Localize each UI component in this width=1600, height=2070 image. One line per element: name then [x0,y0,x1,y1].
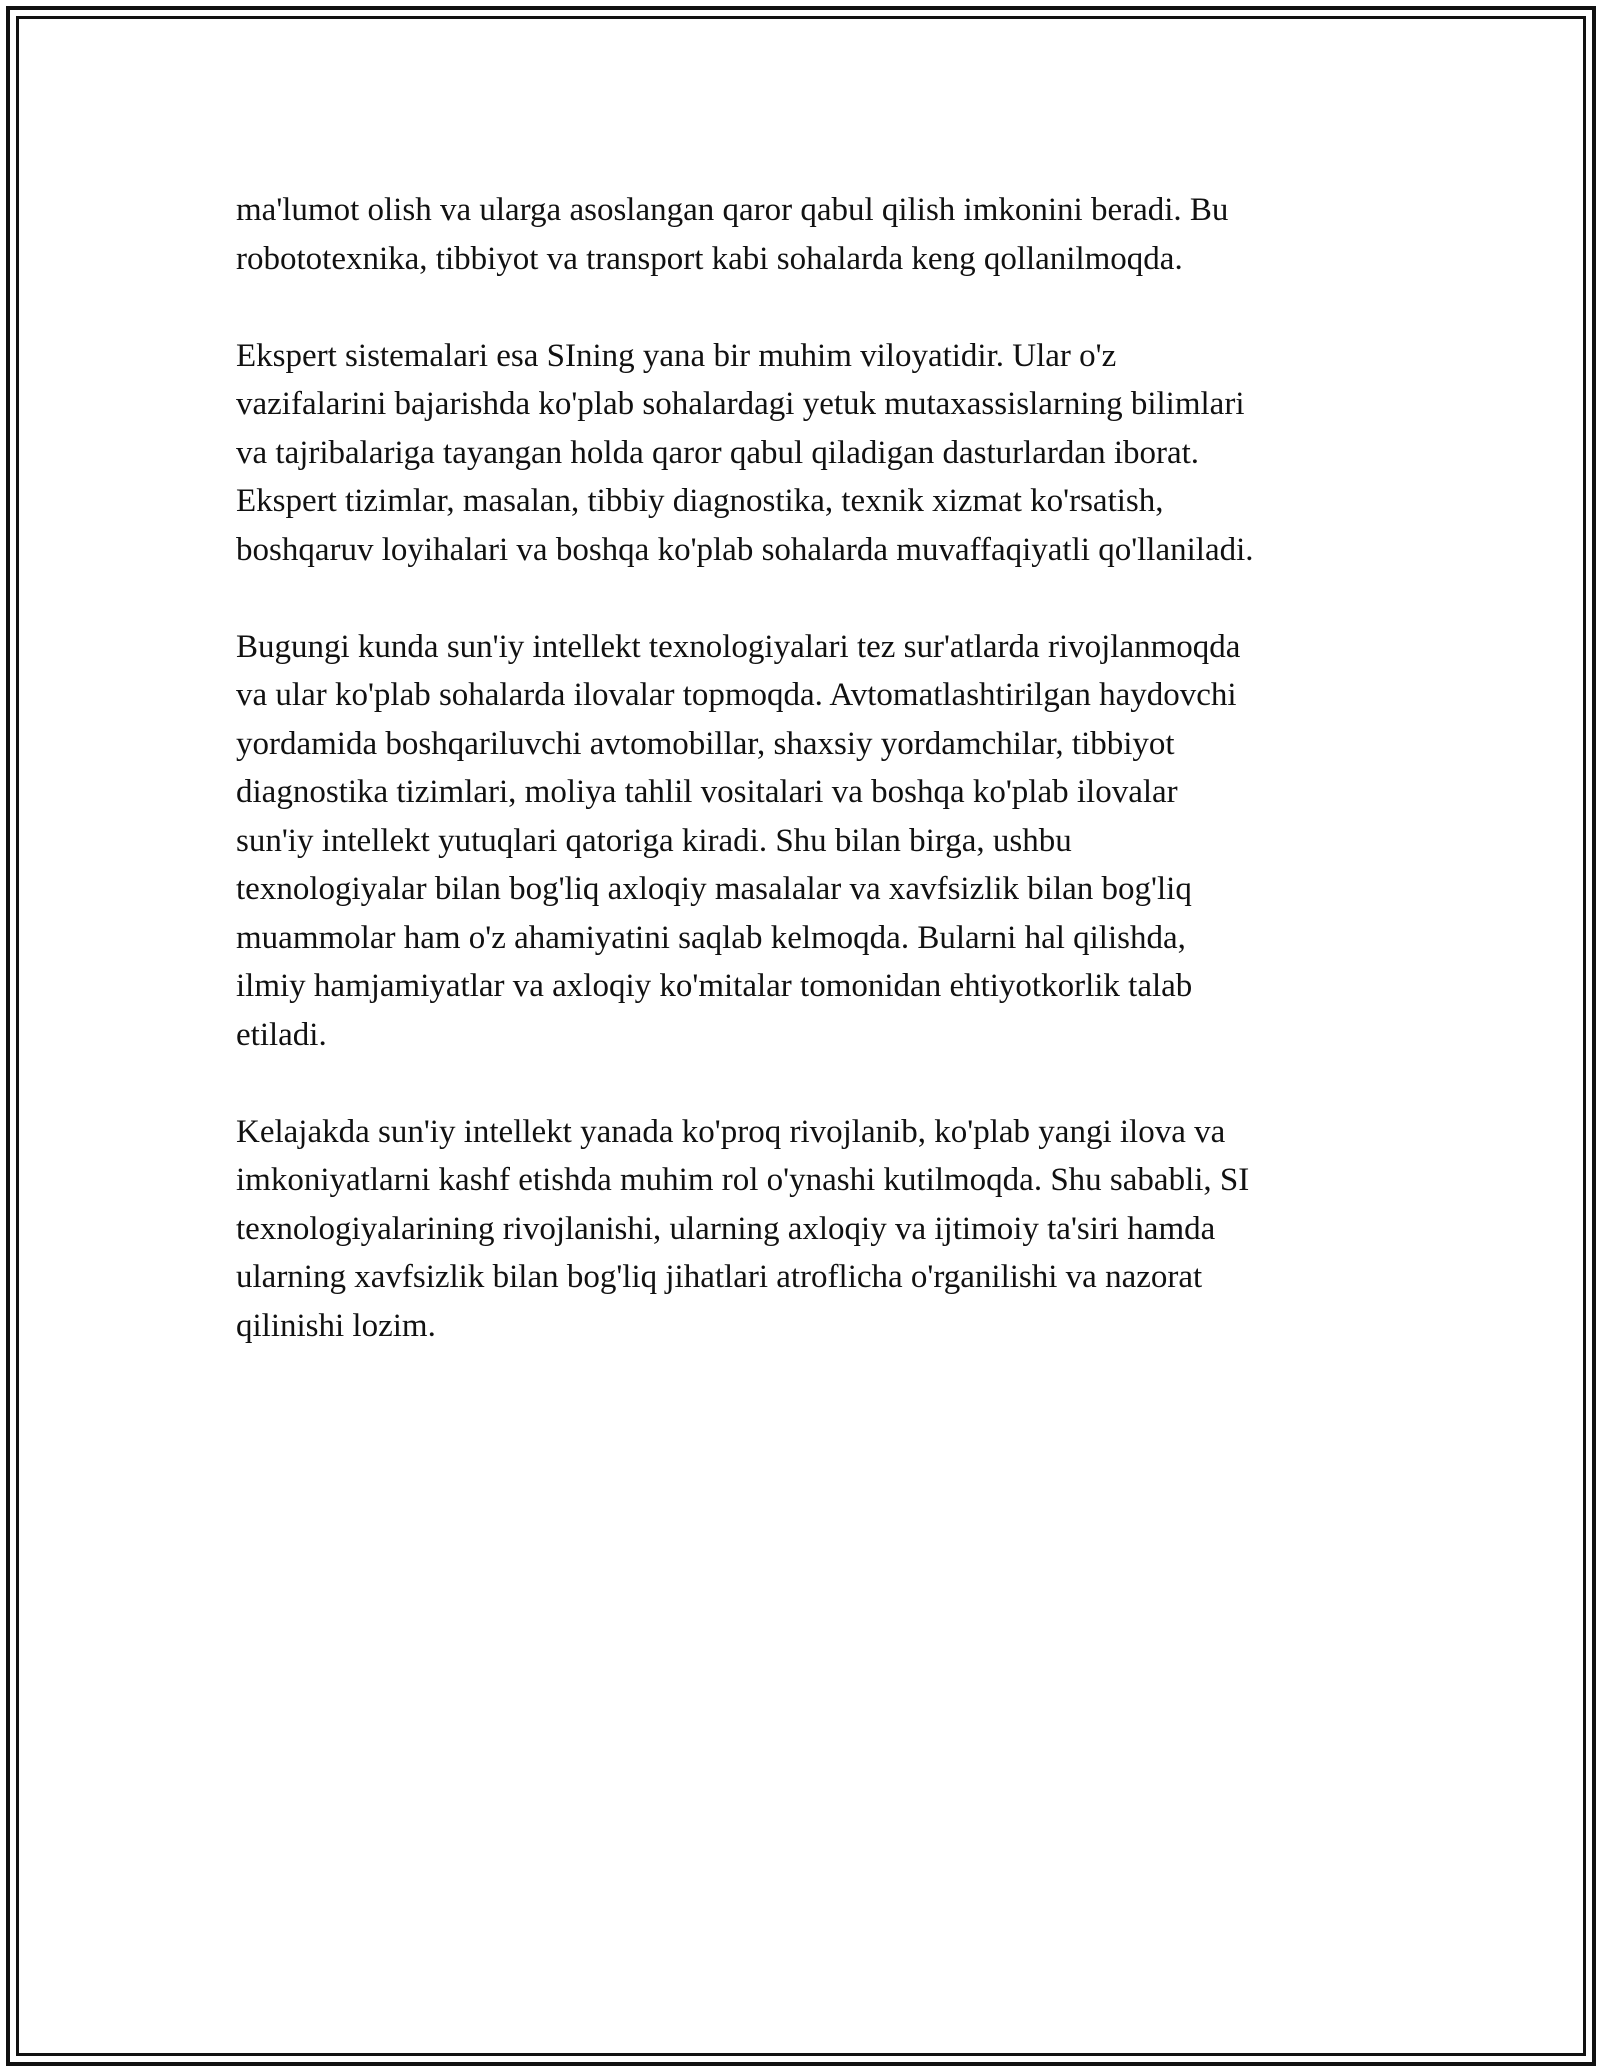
text-line: boshqaruv loyihalari va boshqa ko'plab sohalarda muvaffaqiyatli qo'llaniladi. [236,531,1254,568]
text-line: Bugungi kunda sun'iy intellekt texnologiyalari tez sur'atlarda rivojlanmoqda [236,628,1241,665]
text-line: etiladi. [236,1016,327,1053]
text-line: texnologiyalar bilan bog'liq axloqiy masalalar va xavfsizlik bilan bog'liq [236,871,1192,907]
text-line: Ekspert sistemalari esa SIning yana bir muhim viloyatidir. Ular o'z [236,337,1117,374]
text-line: muammolar ham o'z ahamiyatini saqlab kelmoqda. Bularni hal qilishda, [236,919,1186,956]
text-line: qilinishi lozim. [236,1307,436,1344]
text-line: robototexnika, tibbiyot va transport kabi sohalarda keng qollanilmoqda. [236,240,1183,277]
paragraph-1 [236,186,1376,283]
text-line: vazifalarini bajarishda ko'plab sohalardagi yetuk mutaxassislarning bilimlari [236,386,1245,422]
text-line: sun'iy intellekt yutuqlari qatoriga kiradi. Shu bilan birga, ushbu [236,822,1072,859]
document-body [236,186,1376,1399]
text-line: imkoniyatlarni kashf etishda muhim rol o'ynashi kutilmoqda. Shu sababli, SI [236,1162,1250,1198]
text-line: yordamida boshqariluvchi avtomobillar, shaxsiy yordamchilar, tibbiyot [236,725,1175,762]
text-line: va ular ko'plab sohalarda ilovalar topmoqda. Avtomatlashtirilgan haydovchi [236,677,1237,713]
text-line: Kelajakda sun'iy intellekt yanada ko'proq rivojlanib, ko'plab yangi ilova va [236,1113,1226,1150]
text-line: ularning xavfsizlik bilan bog'liq jihatlari atroflicha o'rganilishi va nazorat [236,1259,1203,1295]
paragraph-4 [236,1108,1376,1351]
text-line: ma'lumot olish va ularga asoslangan qaror qabul qilish imkonini beradi. Bu [236,192,1229,228]
text-line: ilmiy hamjamiyatlar va axloqiy ko'mitalar tomonidan ehtiyotkorlik talab [236,968,1193,1004]
text-line: texnologiyalarining rivojlanishi, ularning axloqiy va ijtimoiy ta'siri hamda [236,1210,1216,1247]
text-line: Ekspert tizimlar, masalan, tibbiy diagnostika, texnik xizmat ko'rsatish, [236,483,1164,519]
text-line: va tajribalariga tayangan holda qaror qabul qiladigan dasturlardan iborat. [236,434,1200,471]
text-line: diagnostika tizimlari, moliya tahlil vositalari va boshqa ko'plab ilovalar [236,774,1178,810]
paragraph-3 [236,623,1376,1060]
paragraph-2 [236,332,1376,575]
